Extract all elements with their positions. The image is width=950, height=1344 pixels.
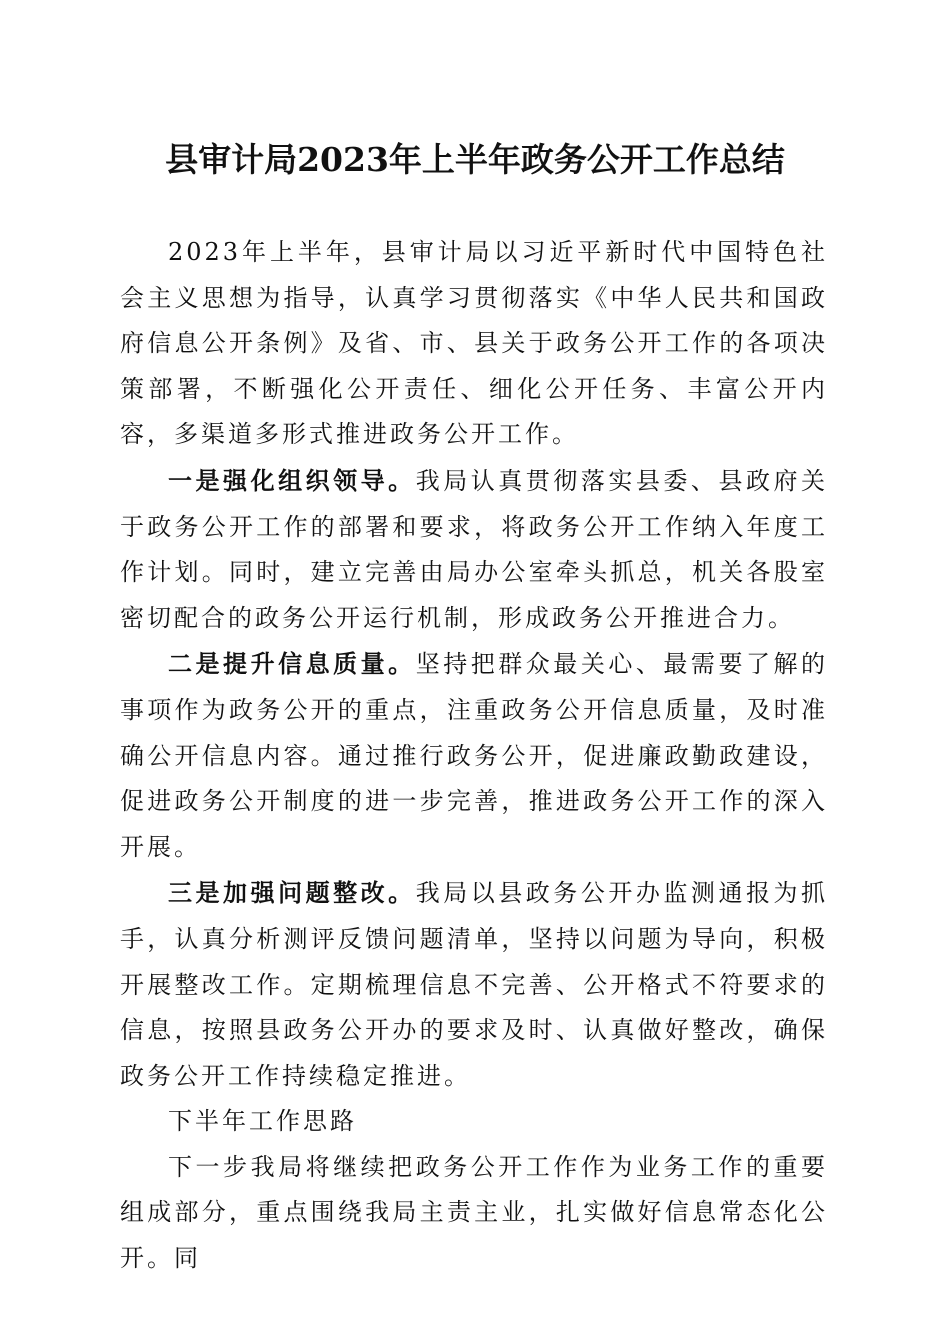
section-lead-3: 三是加强问题整改。 [168, 878, 416, 908]
section-paragraph-1 [120, 458, 828, 641]
closing-paragraph: 下一步我局将继续把政务公开工作作为业务工作的重要组成部分，重点围绕我局主责主业，扎实做好信息常态化公开。同 [120, 1152, 828, 1273]
section-paragraph-3 [120, 870, 828, 1099]
section-text-2: 坚持把群众最关心、最需要了解的事项作为政务公开的重点，注重政务公开信息质量，及时准确公开信息内容。通过推行政务公开，促进廉政勤政建设，促进政务公开制度的进一步完善，推进政务公开工作的深入开展。 [120, 650, 829, 861]
section-text-1: 我局认真贯彻落实县委、县政府关于政务公开工作的部署和要求，将政务公开工作纳入年度工作计划。同时，建立完善由局办公室牵头抓总，机关各股室密切配合的政务公开运行机制，形成政务公开推进合力。 [120, 466, 829, 632]
section-lead-1: 一是强化组织领导。 [168, 465, 416, 495]
section-paragraph-2 [120, 641, 828, 870]
subheading: 下半年工作思路 [168, 1107, 357, 1136]
section-lead-2: 二是提升信息质量。 [168, 649, 416, 679]
document-title: 县审计局2023年上半年政务公开工作总结 [165, 140, 785, 179]
document-body [120, 230, 828, 1282]
section-text-3: 我局以县政务公开办监测通报为抓手，认真分析测评反馈问题清单，坚持以问题为导向，积极开展整改工作。定期梳理信息不完善、公开格式不符要求的信息，按照县政务公开办的要求及时、认真做好整改，确保政务公开工作持续稳定推进。 [120, 879, 829, 1090]
intro-paragraph: 2023年上半年，县审计局以习近平新时代中国特色社会主义思想为指导，认真学习贯彻落实《中华人民共和国政府信息公开条例》及省、市、县关于政务公开工作的各项决策部署，不断强化公开责任、细化公开任务、丰富公开内容，多渠道多形式推进政务公开工作。 [120, 238, 828, 449]
